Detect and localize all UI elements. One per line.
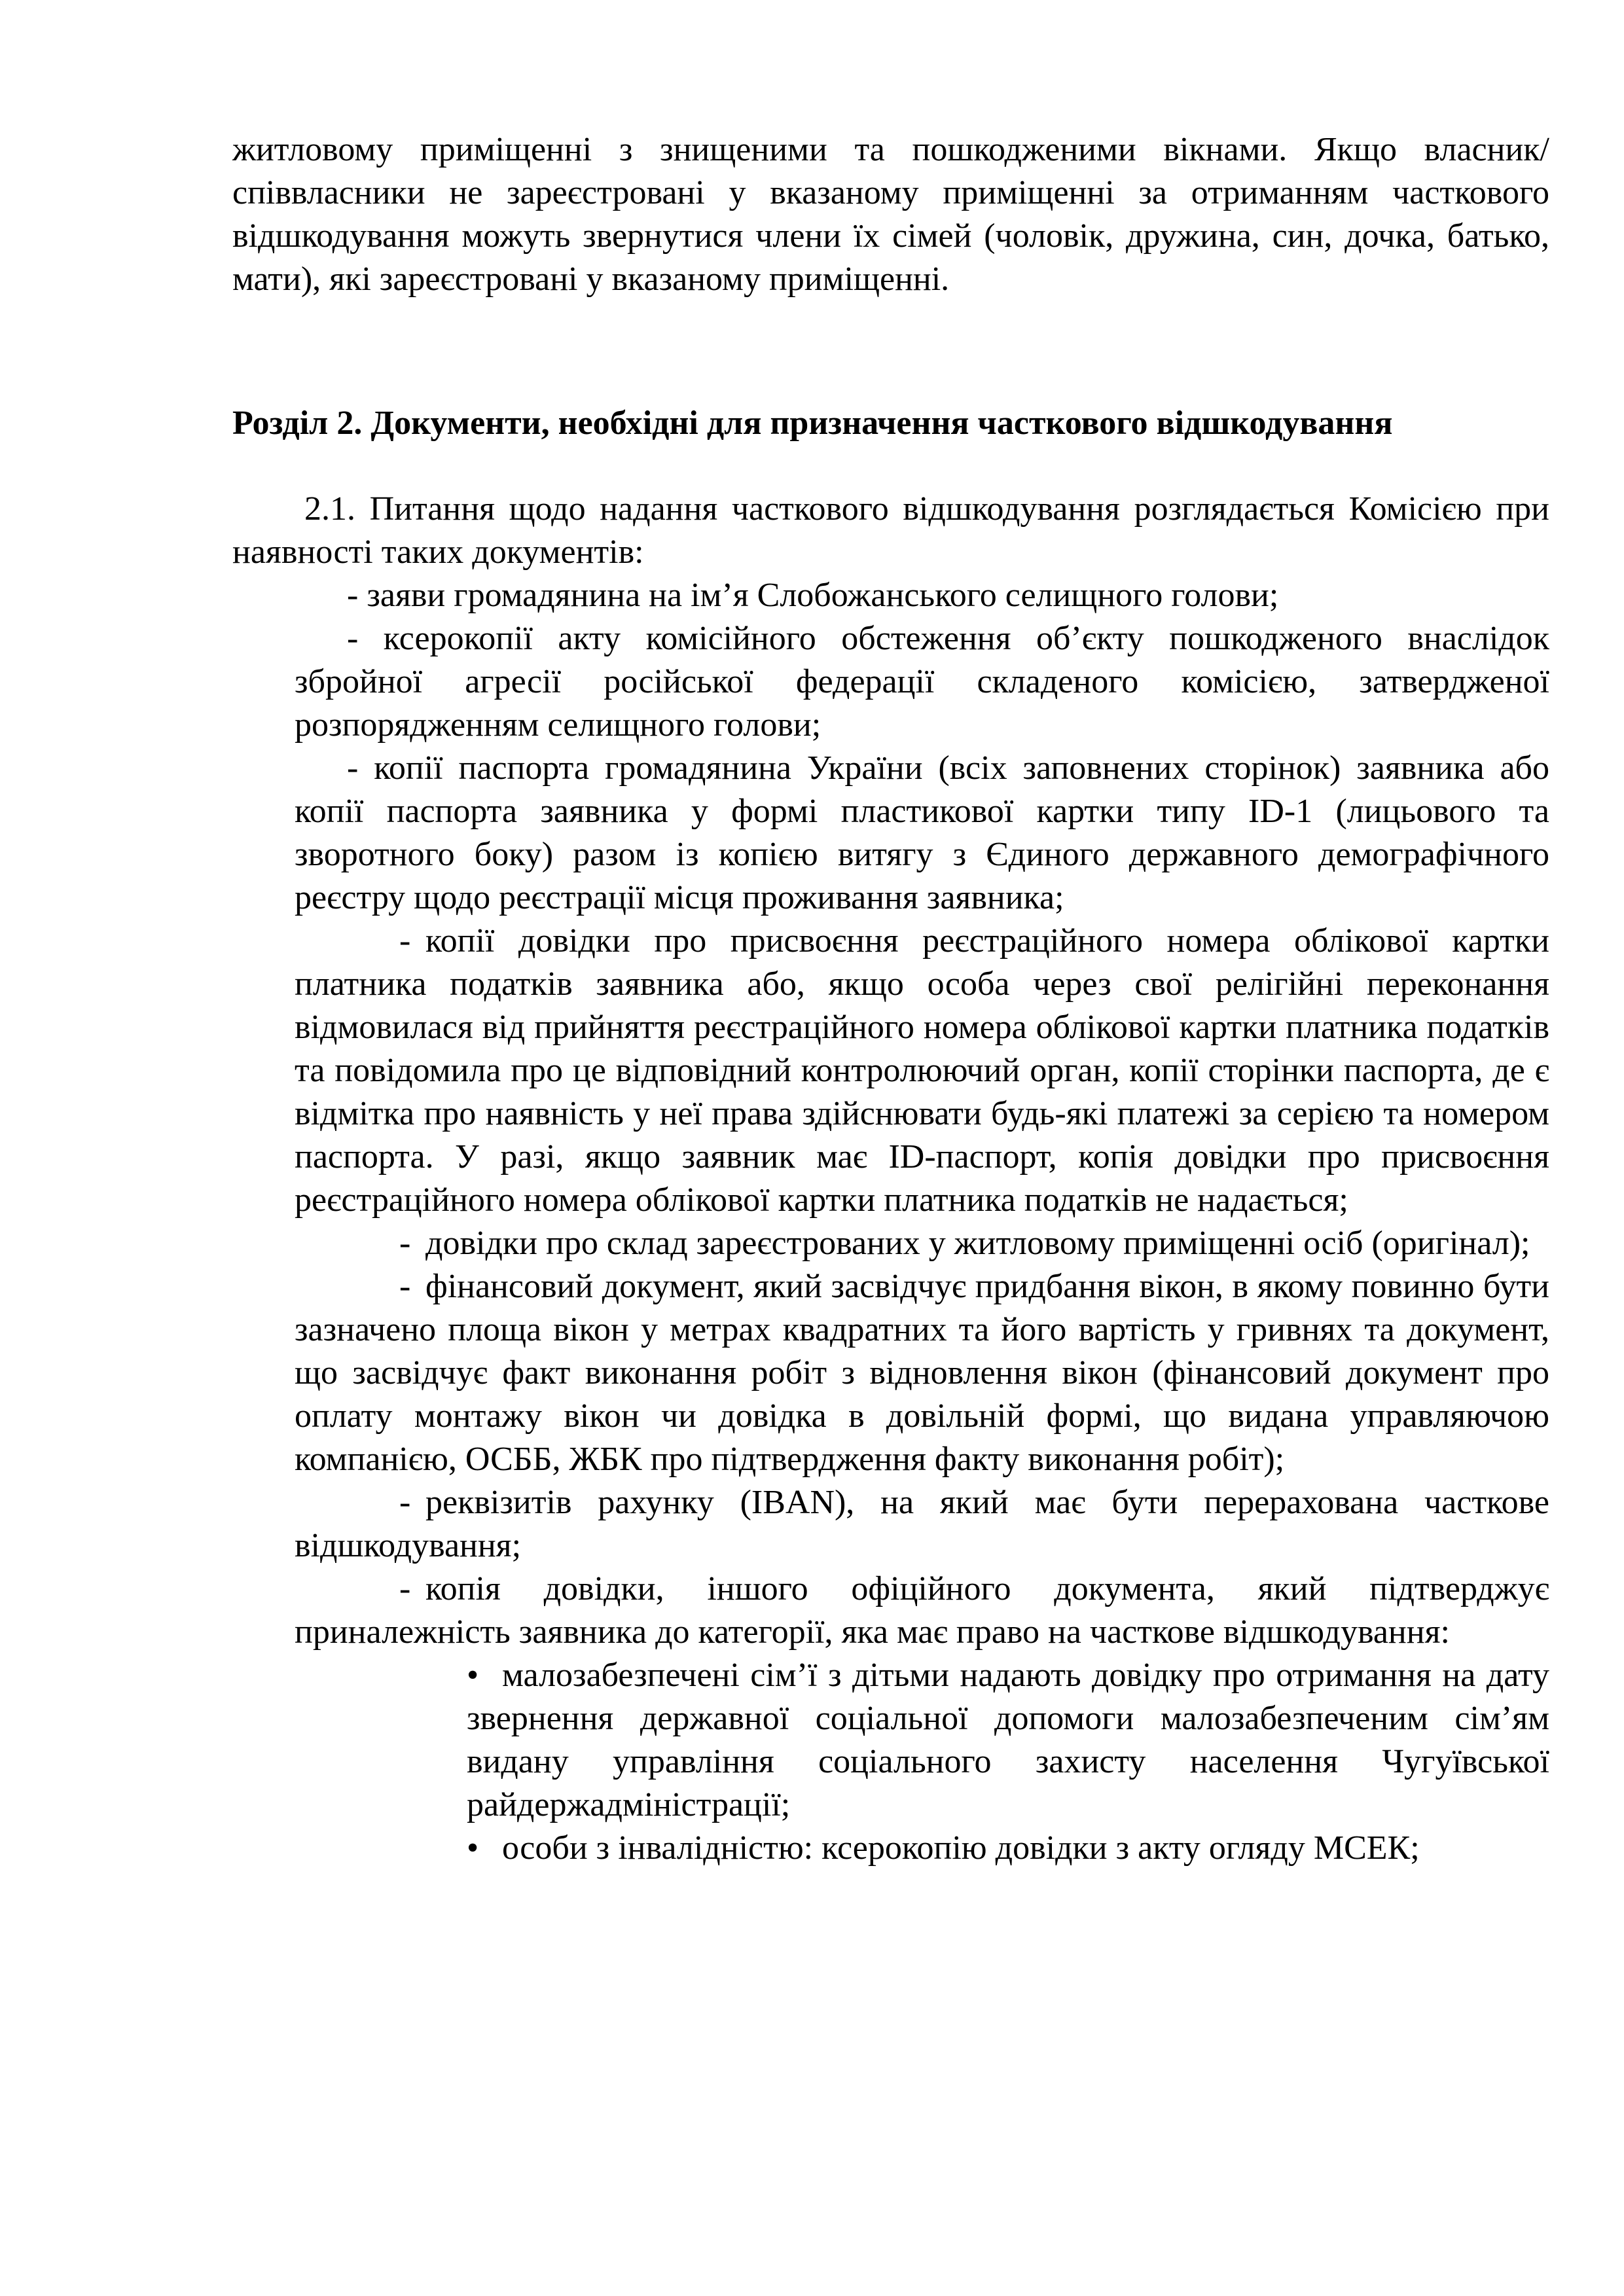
dash-marker: - xyxy=(399,1570,411,1607)
bullet-item xyxy=(467,1654,1549,1827)
bullet-list xyxy=(467,1654,1549,1870)
list-item-text: копії довідки про присвоєння реєстраційного номера облікової картки платника податків заявника або, якщо особа через свої релігійні переконання відмовилася від прийняття реєстраційного номера облікової картки платника податків та повідомила про це відповідний контролюючий орган, копії сторінки паспорта, де є відмітка про наявність у неї права здійснювати будь-які платежі за серією та номером паспорта. У разі, якщо заявник має ID-паспорт, копія довідки про присвоєння реєстраційного номера облікової картки платника податків не надається; xyxy=(295,922,1549,1219)
clause-2-1: 2.1. Питання щодо надання часткового відшкодування розглядається Комісією при наявності таких документів: xyxy=(232,490,1549,571)
list-item: - копії паспорта громадянина України (всіх заповнених сторінок) заявника або копії паспорта заявника у формі пластикової картки типу ID-1 (лицьового та зворотного боку) разом із копією витягу з Єдиного державного демографічного реєстру щодо реєстрації місця проживання заявника; xyxy=(295,749,1549,916)
list-item xyxy=(295,1568,1549,1654)
document-list xyxy=(295,574,1549,1654)
list-item xyxy=(295,1222,1549,1265)
list-item-text: реквізитів рахунку (IBAN), на який має бути перерахована часткове відшкодування; xyxy=(295,1484,1549,1564)
bullet-item-text: особи з інвалідністю: ксерокопію довідки з акту огляду МСЕК; xyxy=(502,1829,1420,1867)
list-item-text: фінансовий документ, який засвідчує придбання вікон, в якому повинно бути зазначено площа вікон у метрах квадратних та його вартість у гривнях та документ, що засвідчує факт виконання робіт з відновлення вікон (фінансовий документ про оплату монтажу вікон чи довідка в довільній формі, що видана управляючою компанією, ОСББ, ЖБК про підтвердження факту виконання робіт); xyxy=(295,1268,1549,1478)
list-item: - заяви громадянина на ім’я Слобожанського селищного голови; xyxy=(347,577,1279,614)
section-heading: Розділ 2. Документи, необхідні для призначення часткового відшкодування xyxy=(232,404,1393,442)
intro-paragraph: житловому приміщенні з знищеними та пошкодженими вікнами. Якщо власник/ співвласники не зареєстровані у вказаному приміщенні за отриманням часткового відшкодування можуть звернутися члени їх сімей (чоловік, дружина, син, дочка, батько, мати), які зареєстровані у вказаному приміщенні. xyxy=(232,131,1549,298)
bullet-icon: • xyxy=(467,1829,479,1867)
list-item xyxy=(295,920,1549,1222)
document-page xyxy=(232,128,1549,1870)
bullet-icon: • xyxy=(467,1657,479,1694)
list-item-text: довідки про склад зареєстрованих у житловому приміщенні осіб (оригінал); xyxy=(425,1225,1530,1262)
dash-marker: - xyxy=(399,1268,411,1305)
bullet-item xyxy=(467,1827,1549,1870)
dash-marker: - xyxy=(399,922,411,960)
list-item xyxy=(295,1481,1549,1568)
bullet-item-text: малозабезпечені сім’ї з дітьми надають довідку про отримання на дату звернення державної соціальної допомоги малозабезпеченим сім’ям видану управління соціального захисту населення Чугуївської райдержадміністрації; xyxy=(467,1657,1549,1823)
dash-marker: - xyxy=(399,1225,411,1262)
list-item-text: копія довідки, іншого офіційного документа, який підтверджує приналежність заявника до категорії, яка має право на часткове відшкодування: xyxy=(295,1570,1549,1651)
list-item xyxy=(295,1265,1549,1481)
dash-marker: - xyxy=(399,1484,411,1521)
list-item: - ксерокопії акту комісійного обстеження об’єкту пошкодженого внаслідок збройної агресії російської федерації складеного комісією, затвердженої розпорядженням селищного голови; xyxy=(295,620,1549,744)
